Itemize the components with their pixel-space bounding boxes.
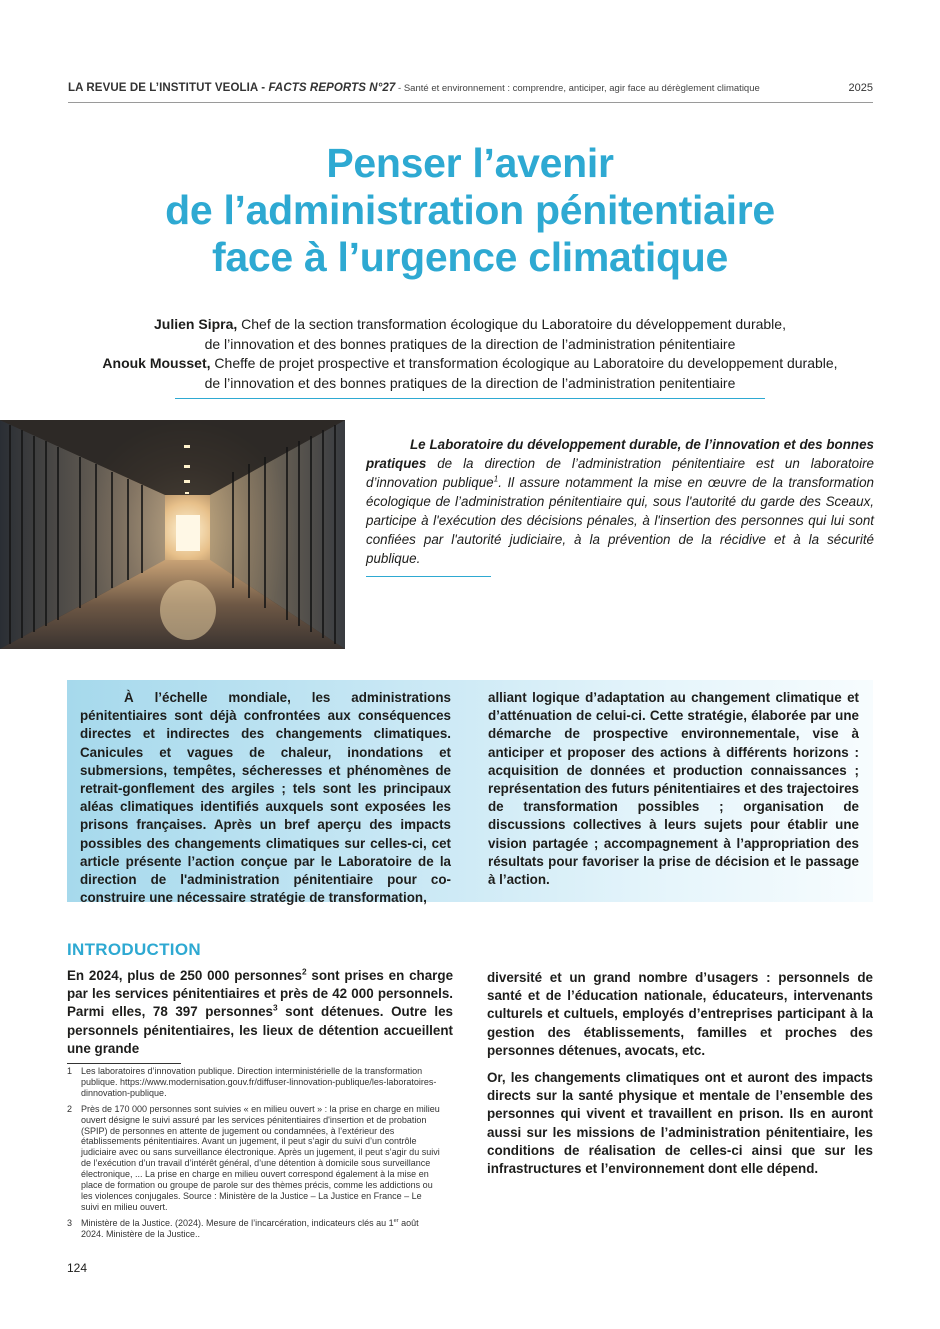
title-line-2: de l’administration pénitentiaire [165,187,775,233]
footnote-number: 1 [67,1066,73,1076]
footnote-3 [67,1218,442,1240]
running-header [68,82,873,103]
author-2-name: Anouk Mousset, [102,355,211,371]
author-2-line-2: de l’innovation et des bonnes pratiques de la direction de l’administration penitentiaire [204,374,736,391]
footnotes [67,1066,442,1245]
abstract-column-2: alliant logique d’adaptation au changement climatique et d’atténuation de celui-ci. Cette stratégie, élaborée par une démarche de prospective environnementale, vise à anticiper et proposer des actions à différents horizons : acquisition de données et production connaissances ; représentation des futurs pénitentiaires et des trajectoires de transformation possibles ; organisation de discussions collectives à leurs sujets pour établir une vision partagée ; accompagnement à l’appropriation des résultats pour favoriser la prise de décision et le passage à l’action. [488,690,859,888]
body-paragraph-1: diversité et un grand nombre d’usagers : personnels de santé et de l’éducation nationale, éducateurs, intervenants culturels et cultuels, employés d’entreprises participant à la gestion des établissements, familles et proches des personnes détenues, avocats, etc. [487,970,873,1058]
footnote-ref-3: 3 [272,1002,278,1013]
author-1-name: Julien Sipra, [154,316,238,332]
footnote-text: Les laboratoires d’innovation publique. Direction interministérielle de la transformation publique. https://www.modernisation.gouv.fr/diffuser-linnovation-publique/les-laboratoires-dinnovation-publique. [81,1066,437,1098]
footnote-2 [67,1104,442,1213]
publication-name: LA REVUE DE L’INSTITUT VEOLIA - FACTS REPORTS N°27 [68,82,396,94]
author-divider [175,398,765,399]
section-heading: INTRODUCTION [67,940,201,959]
footnote-text: Près de 170 000 personnes sont suivies « en milieu ouvert » : la prise en charge en milieu ouvert désigne le suivi assuré par les services pénitentiaires d'insertion et de probation (SPIP) de personnes en attente de jugement ou condamnées, à l’extérieur des établissements pénitentiaires. Avant un jugement, il peut s’agir du suivi d’un contrôle judiciaire avec ou sans surveillance électronique. Après un jugement, il peut s’agir du suivi de l’exécution d’un travail d’intérêt général, d’une détention à domicile sous surveillance électronique, ... La prise en charge en milieu ouvert correspond également à la mise en place de formation ou groupe de parole sur des thèmes précis, comme les addictions ou les violences conjugales. Source : Ministère de la Justice – La Justice en France – Le suivi en milieu ouvert. [81,1103,440,1212]
issue-year: 2025 [848,82,873,94]
intro-divider [366,576,491,577]
footnote-ref-1: 1 [493,473,499,484]
page-number: 124 [67,1261,88,1275]
laboratory-name: Le Laboratoire du développement durable, de l’innovation et des bonnes pratiques [366,437,874,471]
prison-corridor-photo [0,420,345,649]
footnote-1 [67,1066,442,1099]
body-paragraph-2: Or, les changements climatiques ont et auront des impacts directs sur la santé physique et mentale de l’ensemble des personnes qui vivent et travaillent en prison. Ils en auront aussi sur les missions de l’administration pénitentiaire, les conditions de réalisation de celles-ci ainsi que sur les infrastructures et l’environnement dont elle dépend. [487,1070,873,1177]
title-line-3: face à l’urgence climatique [212,234,728,280]
issue-subtitle: - Santé et environnement : comprendre, anticiper, agir face au dérèglement climatique [395,83,760,94]
footnote-number: 2 [67,1103,73,1114]
footnote-number: 3 [67,1217,73,1228]
author-1-line-1: Julien Sipra, Chef de la section transformation écologique du Laboratoire du développement durable, [154,316,786,332]
footnote-text: Ministère de la Justice. (2024). Mesure de l’incarcération, indicateurs clés au 1er août 2024. Ministère de la Justice.. [81,1217,419,1239]
abstract-column-1: À l’échelle mondiale, les administrations pénitentiaires sont déjà confrontées aux conséquences directes et indirectes des changements climatiques. Canicules et vagues de chaleur, inondations et submersions, tempêtes, sécheresses et phénomènes de retrait-gonflement des argiles ; tels sont les principaux aléas climatiques identifiés auxquels sont exposées les prisons françaises. Après un bref aperçu des impacts possibles des changements climatiques sur celles-ci, cet article présente l’action conçue par le Laboratoire de la direction de l'administration pénitentiaire pour co-construire une nécessaire stratégie de transformation, [80,690,451,906]
abstract-box [67,680,873,906]
intro-paragraph: Le Laboratoire du développement durable, de l’innovation et des bonnes pratiques de la direction de l’administration pénitentiaire est un laboratoire d’innovation publique$^1$. Il assure notamment la mise en œuvre de la transformation écologique de l’administration pénitentiaire qui, sous l'autorité du garde des Sceaux, participe à l'exécution des décisions pénales, à l'insertion des personnes qui lui sont confiées par l'autorité judiciaire, à la prévention de la récidive et à la sécurité publique. [366,437,874,566]
body-right-column [487,969,873,1187]
series-name: FACTS REPORTS N°27 [268,82,396,94]
article-title [0,140,940,281]
footnote-ref-2: 2 [301,966,307,977]
author-2-line-1: Anouk Mousset, Cheffe de projet prospective et transformation écologique au Laboratoire du developpement durable, [102,355,838,371]
title-line-1: Penser l’avenir [326,140,614,186]
body-left-column: En 2024, plus de 250 000 personnes$^2$ sont prises en charge par les services pénitentiaires et près de 42 000 personnels. Parmi elles, 78 397 personnes$^3$ sont détenues. Outre les personnels pénitentiaires, les lieux de détention accueillent une grande [67,966,454,1056]
author-block [40,315,900,393]
footnote-divider [67,1063,181,1064]
author-1-line-2: de l’innovation et des bonnes pratiques de la direction de l’administration pénitentiaire [204,335,736,352]
